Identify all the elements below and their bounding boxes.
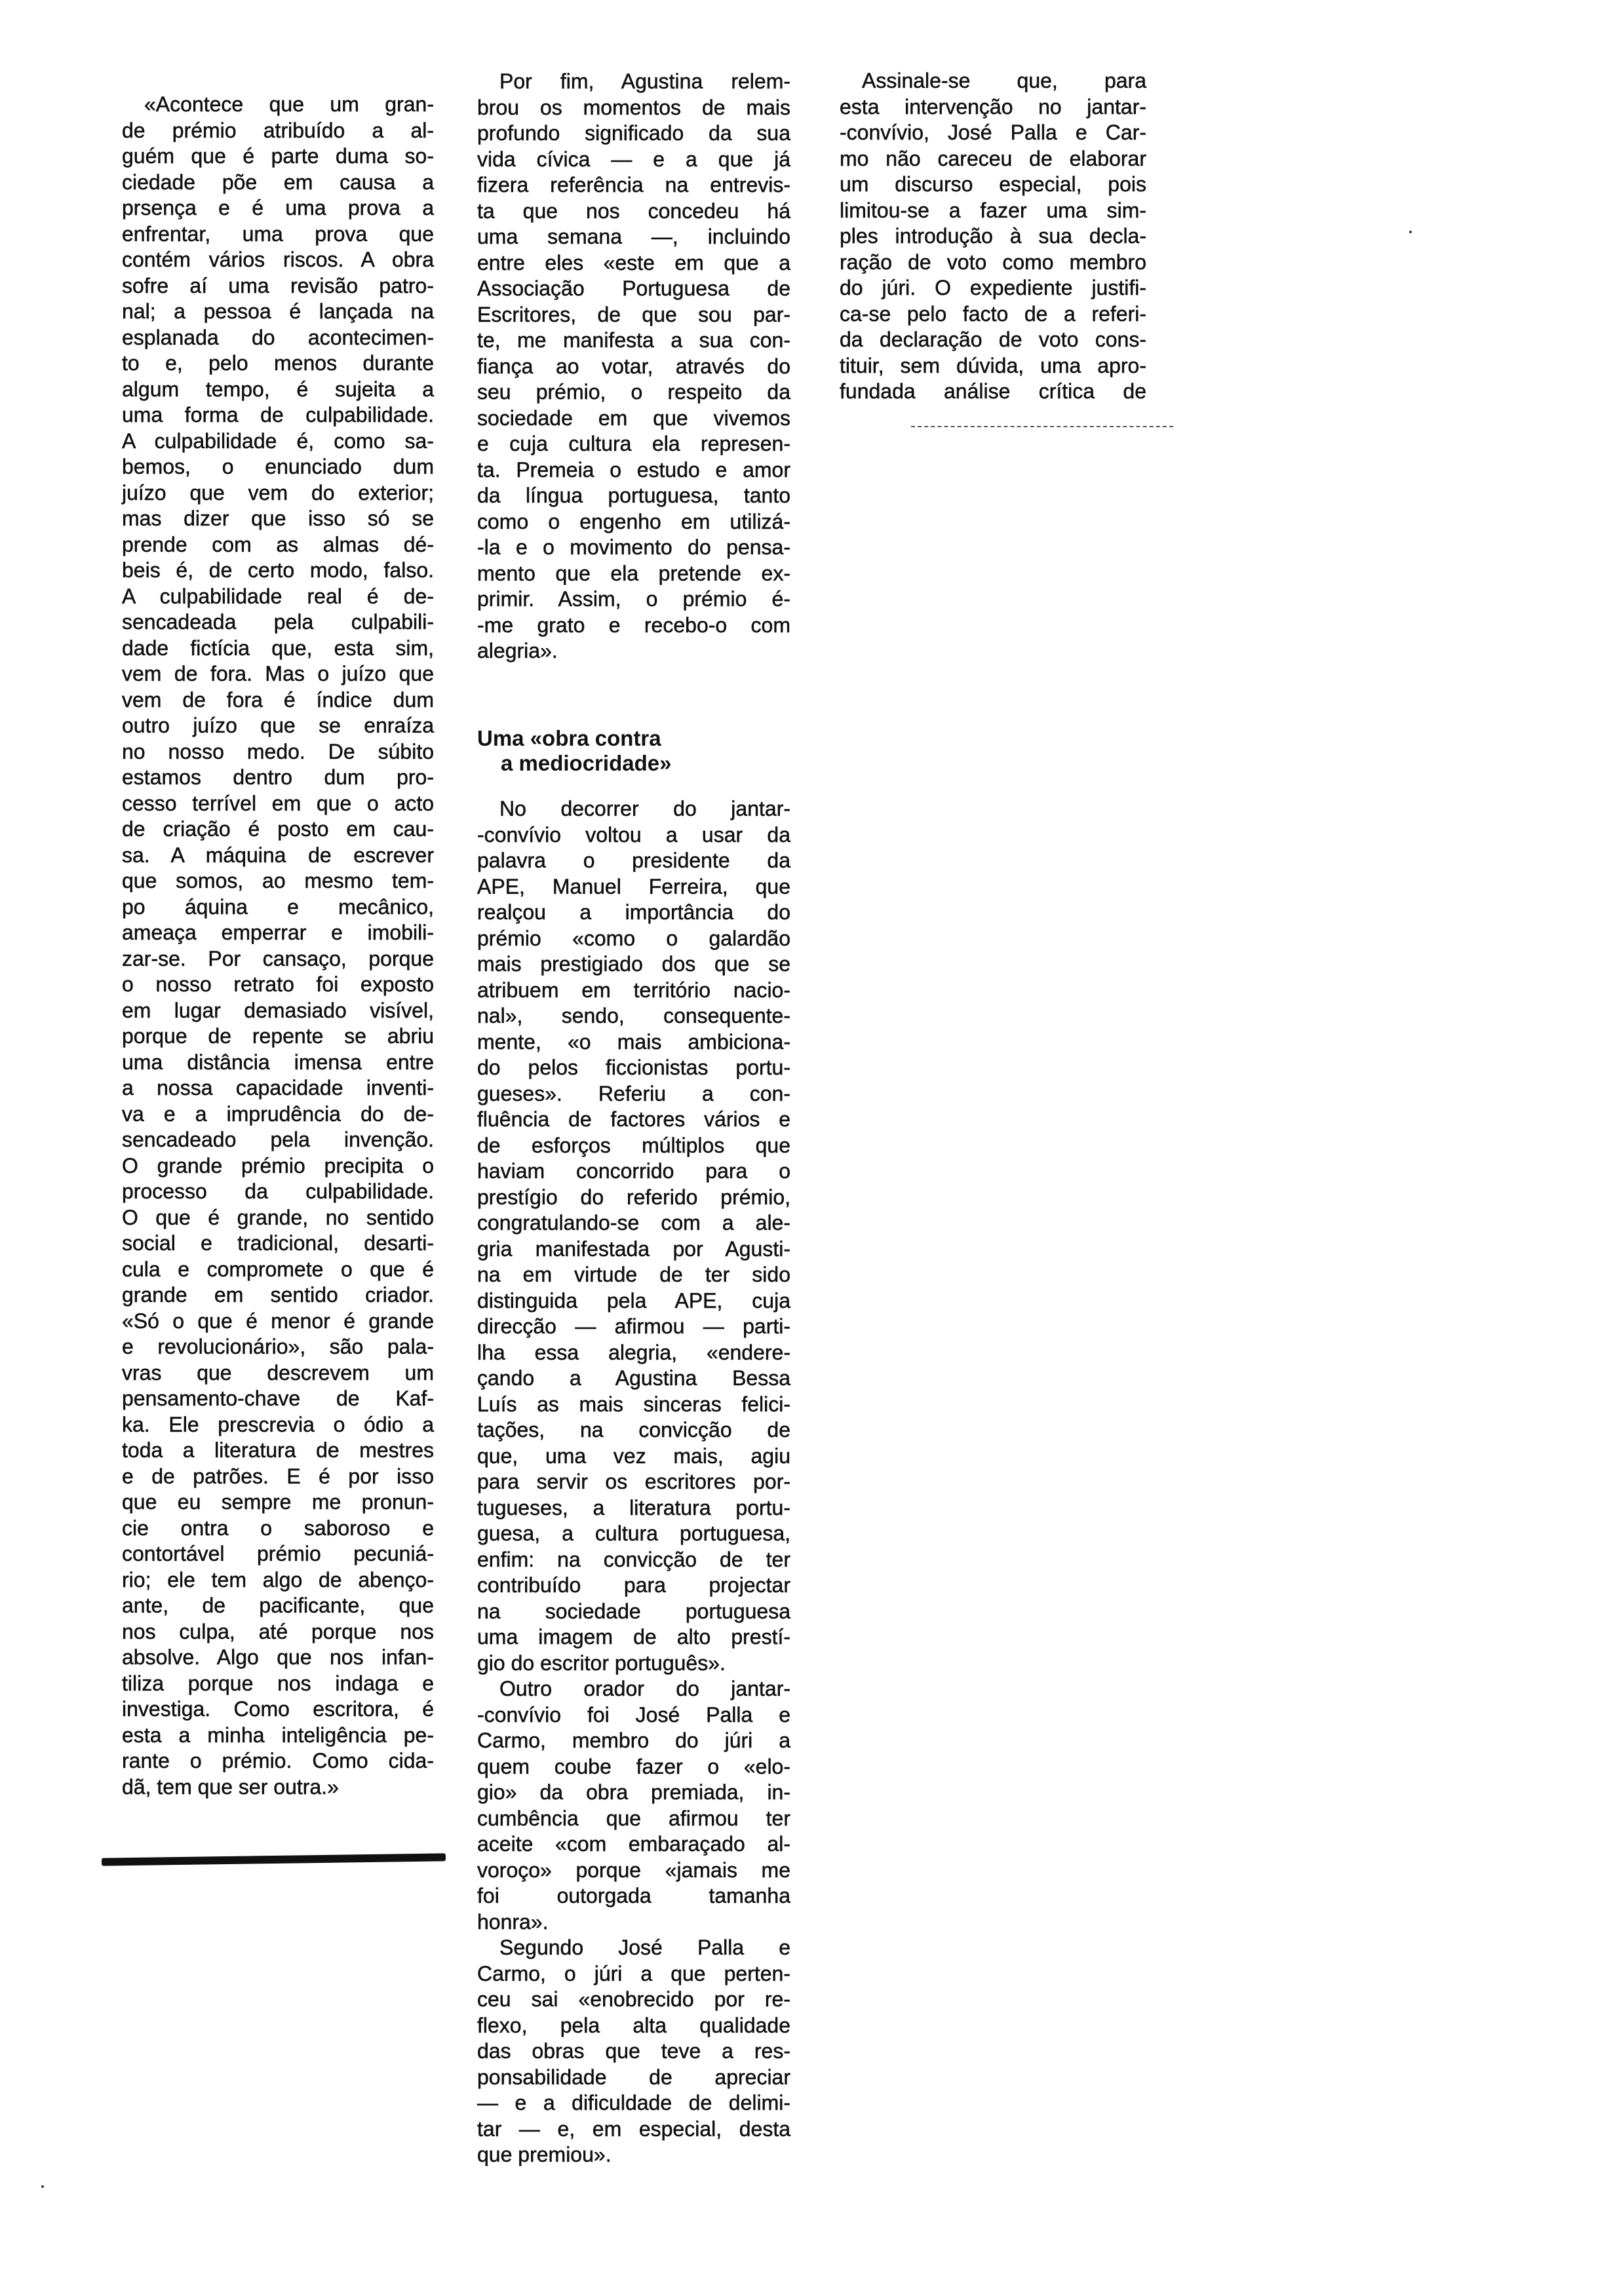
text-line: e cuja cultura ela represen- [477, 432, 790, 455]
text-line: uma distância imensa entre [122, 1050, 434, 1074]
text-line: nal», sendo, consequente- [477, 1004, 790, 1027]
text-line: estamos dentro dum pro- [122, 765, 434, 789]
text-line: da declaração de voto cons- [840, 328, 1146, 351]
text-line: O grande prémio precipita o [122, 1153, 434, 1177]
scan-speck [41, 2185, 44, 2188]
text-line: quem coube fazer o «elo- [477, 1754, 790, 1778]
text-line: Por fim, Agustina relem- [499, 69, 790, 93]
text-line: -convívio voltou a usar da [477, 822, 790, 847]
text-line: sencadeado pela invenção. [122, 1128, 434, 1151]
text-line: ponsabilidade de apreciar [477, 2065, 790, 2089]
text-line: e de patrões. E é por isso [122, 1464, 434, 1488]
text-line: beis é, de certo modo, falso. [122, 558, 434, 582]
text-line: no nosso medo. De súbito [122, 739, 434, 763]
text-line: ta que nos concedeu há [477, 199, 790, 223]
text-line: sencadeada pela culpabili- [122, 610, 434, 634]
text-line: Assinale-se que, para [862, 69, 1146, 92]
text-line: o nosso retrato foi exposto [122, 972, 434, 996]
text-line: do júri. O expediente justifi- [840, 276, 1146, 299]
text-line: ceu sai «enobrecido por re- [477, 1987, 790, 2011]
text-line: No decorrer do jantar- [499, 797, 790, 820]
column-1-text [122, 92, 434, 1800]
text-line: contortável prémio pecuniá- [122, 1542, 434, 1565]
text-line: Outro orador do jantar- [499, 1677, 790, 1700]
text-line: dade fictícia que, esta sim, [122, 636, 434, 660]
text-line: um discurso especial, pois [840, 172, 1146, 196]
text-line: fiança ao votar, através do [477, 354, 790, 378]
text-line: voroço» porque «jamais me [477, 1858, 790, 1882]
text-line: que premiou». [477, 2143, 612, 2166]
text-line: zar-se. Por cansaço, porque [122, 946, 434, 970]
text-line: do pelos ficcionistas portu- [477, 1056, 790, 1079]
text-line: «Acontece que um gran- [144, 92, 434, 116]
text-line: na em virtude de ter sido [477, 1263, 790, 1286]
text-line: — e a dificuldade de delimi- [477, 2091, 790, 2114]
text-line: mais prestigiado dos que se [477, 952, 790, 976]
text-line: prestígio do referido prémio, [477, 1185, 790, 1209]
text-line: foi outorgada tamanha [477, 1884, 790, 1907]
text-line: va e a imprudência do de- [122, 1101, 434, 1126]
text-line: outro juízo que se enraíza [122, 714, 434, 737]
text-line: contribuído para projectar [477, 1573, 790, 1597]
text-line: mas dizer que isso só se [122, 507, 434, 530]
text-line: congratulando-se com a ale- [477, 1211, 790, 1234]
text-line: atribuem em território nacio- [477, 978, 790, 1002]
text-line: ciedade põe em causa a [122, 170, 434, 194]
text-line: brou os momentos de mais [477, 95, 790, 119]
text-line: Escritores, de que sou par- [477, 302, 790, 326]
text-line: direcção — afirmou — parti- [477, 1314, 790, 1338]
text-line: da língua portuguesa, tanto [477, 484, 790, 507]
text-line: absolve. Algo que nos infan- [122, 1645, 434, 1669]
text-line: fundada análise crítica de [840, 379, 1146, 403]
text-line: te, me manifesta a sua con- [477, 328, 790, 352]
text-line: para servir os escritores por- [477, 1470, 790, 1493]
text-line: que, uma vez mais, agiu [477, 1444, 790, 1468]
text-line: vida cívica — e a que já [477, 147, 790, 171]
text-line: lha essa alegria, «endere- [477, 1340, 790, 1364]
text-line: Segundo José Palla e [499, 1936, 790, 1959]
text-line: nos culpa, até porque nos [122, 1619, 434, 1643]
text-line: ameaça emperrar e imobili- [122, 921, 434, 944]
text-line: tar — e, em especial, desta [477, 2116, 790, 2141]
column-2-top-text [477, 69, 790, 664]
text-line: flexo, pela alta qualidade [477, 2013, 790, 2037]
text-line: rante o prémio. Como cida- [122, 1749, 434, 1772]
text-line: sociedade em que vivemos [477, 406, 790, 430]
text-line: seu prémio, o respeito da [477, 380, 790, 404]
section-heading [477, 726, 752, 776]
text-line: realçou a importância do [477, 900, 790, 924]
column-end-dashed-rule [911, 426, 1173, 427]
text-line: Associação Portuguesa de [477, 277, 790, 300]
article-column-2-body [477, 796, 790, 2172]
article-column-3 [840, 69, 1146, 434]
text-line: bemos, o enunciado dum [122, 455, 434, 478]
text-line: mento que ela pretende ex- [477, 561, 790, 585]
text-line: «Só o que é menor é grande [122, 1309, 434, 1333]
text-line: tiliza porque nos indaga e [122, 1671, 434, 1695]
text-line: Luís as mais sinceras felici- [477, 1392, 790, 1416]
text-line: prémio «como o galardão [477, 926, 790, 950]
text-line: alegria». [477, 639, 558, 662]
text-line: de esforços múltiplos que [477, 1133, 790, 1157]
column-2-body-text [477, 796, 790, 2168]
text-line: rio; ele tem algo de abenço- [122, 1567, 434, 1592]
text-line: aceite «com embaraçado al- [477, 1832, 790, 1856]
text-line: prsença e é uma prova a [122, 196, 434, 220]
text-line: palavra o presidente da [477, 849, 790, 872]
text-line: enfrentar, uma prova que [122, 221, 434, 246]
text-line: O que é grande, no sentido [122, 1205, 434, 1229]
text-line: esta intervenção no jantar- [840, 94, 1146, 119]
text-line: tações, na convicção de [477, 1418, 790, 1442]
text-line: das obras que teve a res- [477, 2039, 790, 2063]
text-line: ta. Premeia o estudo e amor [477, 457, 790, 482]
text-line: toda a literatura de mestres [122, 1438, 434, 1462]
text-line: de criação é posto em cau- [122, 817, 434, 841]
text-line: esta a minha inteligência pe- [122, 1723, 434, 1747]
text-line: tituir, sem dúvida, uma apro- [840, 353, 1146, 377]
text-line: fluência de factores vários e [477, 1107, 790, 1131]
text-line: guém que é parte duma so- [122, 144, 434, 168]
text-line: ples introdução à sua decla- [840, 224, 1146, 248]
text-line: e revolucionário», são pala- [122, 1335, 434, 1358]
text-line: algum tempo, é sujeita a [122, 377, 434, 401]
text-line: uma semana —, incluindo [477, 225, 790, 248]
text-line: dã, tem que ser outra.» [122, 1774, 339, 1799]
heading-line: a mediocridade» [501, 751, 672, 775]
text-line: contém vários riscos. A obra [122, 248, 434, 271]
text-line: Carmo, membro do júri a [477, 1729, 790, 1752]
text-line: nal; a pessoa é lançada na [122, 299, 434, 323]
text-line: gria manifestada por Agusti- [477, 1236, 790, 1261]
text-line: gio do escritor português». [477, 1651, 726, 1675]
text-line: vem de fora. Mas o juízo que [122, 662, 434, 685]
text-line: vem de fora é índice dum [122, 687, 434, 712]
text-line: tugueses, a literatura portu- [477, 1495, 790, 1520]
text-line: ração de voto como membro [840, 250, 1146, 274]
text-line: honra». [477, 1909, 549, 1934]
text-line: ca-se pelo facto de a referi- [840, 301, 1146, 326]
text-line: mente, «o mais ambiciona- [477, 1029, 790, 1054]
text-line: na sociedade portuguesa [477, 1599, 790, 1623]
text-line: A culpabilidade real é de- [122, 584, 434, 608]
text-line: APE, Manuel Ferreira, que [477, 874, 790, 898]
text-line: cesso terrível em que o acto [122, 791, 434, 815]
text-line: distinguida pela APE, cuja [477, 1288, 790, 1312]
text-line: uma imagem de alto prestí- [477, 1625, 790, 1649]
text-line: to e, pelo menos durante [122, 351, 434, 375]
text-line: que somos, ao mesmo tem- [122, 869, 434, 892]
text-line: guesa, a cultura portuguesa, [477, 1521, 790, 1545]
text-line: processo da culpabilidade. [122, 1179, 434, 1203]
text-line: cula e compromete o que é [122, 1257, 434, 1281]
text-line: profundo significado da sua [477, 121, 790, 145]
text-line: social e tradicional, desarti- [122, 1231, 434, 1255]
text-line: A culpabilidade é, como sa- [122, 429, 434, 453]
text-line: que eu sempre me pronun- [122, 1490, 434, 1514]
text-line: mo não careceu de elaborar [840, 146, 1146, 170]
text-line: haviam concorrido para o [477, 1159, 790, 1183]
text-line: gio» da obra premiada, in- [477, 1780, 790, 1804]
column-3-text [840, 68, 1146, 405]
text-line: -la e o movimento do pensa- [477, 535, 790, 559]
heading-line: Uma «obra contra [477, 726, 661, 750]
text-line: primir. Assim, o prémio é- [477, 587, 790, 611]
text-line: investiga. Como escritora, é [122, 1697, 434, 1721]
text-line: -convívio foi José Palla e [477, 1702, 790, 1727]
text-line: como o engenho em utilizá- [477, 509, 790, 533]
article-column-2-top [477, 69, 790, 698]
text-line: -convívio, José Palla e Car- [840, 121, 1146, 144]
text-line: entre eles «este em que a [477, 250, 790, 275]
text-line: -me grato e recebo-o com [477, 613, 790, 637]
text-line: fizera referência na entrevis- [477, 173, 790, 197]
text-line: limitou-se a fazer uma sim- [840, 198, 1146, 222]
text-line: po áquina e mecânico, [122, 894, 434, 919]
text-line: cie ontra o saboroso e [122, 1516, 434, 1540]
text-line: esplanada do acontecimen- [122, 325, 434, 349]
text-line: a nossa capacidade inventi- [122, 1076, 434, 1100]
text-line: enfim: na convicção de ter [477, 1547, 790, 1571]
text-line: pensamento-chave de Kaf- [122, 1387, 434, 1410]
scan-speck [1409, 231, 1412, 233]
text-line: ante, de pacificante, que [122, 1594, 434, 1617]
text-line: grande em sentido criador. [122, 1283, 434, 1307]
text-line: ka. Ele prescrevia o ódio a [122, 1412, 434, 1436]
text-line: gueses». Referiu a con- [477, 1081, 790, 1105]
text-line: çando a Agustina Bessa [477, 1366, 790, 1390]
text-line: sa. A máquina de escrever [122, 843, 434, 867]
text-line: juízo que vem do exterior; [122, 480, 434, 505]
text-line: de prémio atribuído a al- [122, 118, 434, 142]
column-divider-rule [102, 1853, 446, 1866]
article-column-1 [122, 92, 434, 1835]
text-line: em lugar demasiado visível, [122, 998, 434, 1022]
text-line: prende com as almas dé- [122, 532, 434, 556]
text-line: Carmo, o júri a que perten- [477, 1961, 790, 1985]
text-line: uma forma de culpabilidade. [122, 403, 434, 427]
text-line: sofre aí uma revisão patro- [122, 273, 434, 297]
text-line: porque de repente se abriu [122, 1024, 434, 1048]
text-line: cumbência que afirmou ter [477, 1806, 790, 1830]
text-line: vras que descrevem um [122, 1360, 434, 1385]
